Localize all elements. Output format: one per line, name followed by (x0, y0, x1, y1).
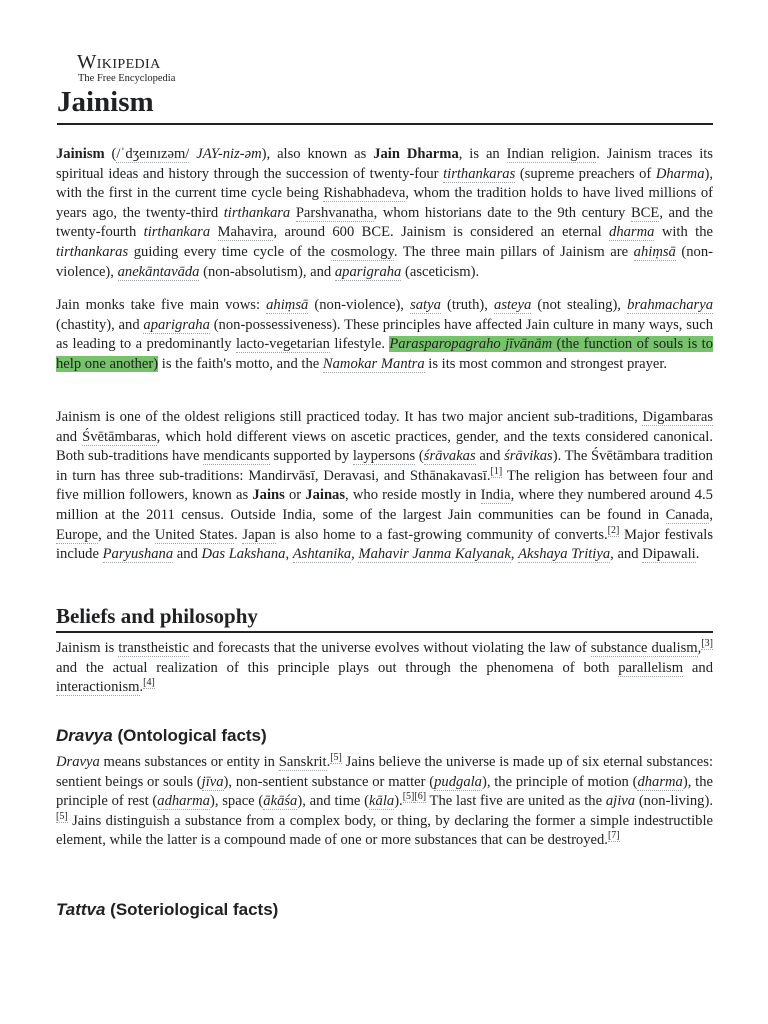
subsection-heading-dravya (56, 725, 267, 747)
paragraph-beliefs (56, 639, 713, 698)
text-run: (non-violence), (56, 243, 714, 280)
text-run: Das Lakshana (201, 546, 286, 563)
wiki-link[interactable]: śrāvakas (423, 448, 476, 465)
text-run: ), space ( (209, 793, 264, 810)
text-run: ajiva (605, 793, 636, 810)
text-run: , and (610, 546, 643, 563)
wiki-link[interactable]: Akshaya Tritiya (518, 546, 611, 563)
text-run: and (683, 659, 713, 676)
text-run: Jainism (56, 146, 105, 162)
paragraph-intro (56, 145, 713, 282)
wiki-link[interactable]: substance dualism (590, 640, 698, 656)
text-run: and (173, 546, 202, 563)
citation-link[interactable]: [7] (607, 830, 620, 842)
text-run: Jain monks take five main vows: (56, 297, 267, 313)
text-run: tirthankara (143, 224, 211, 241)
text-run: with the (654, 224, 713, 241)
text-run: (non-violence), (308, 297, 411, 313)
page-title: Jainism (57, 82, 713, 125)
wiki-link[interactable]: Europe (56, 526, 99, 543)
text-run: lifestyle. (329, 336, 390, 353)
text-run: , who reside mostly in (345, 487, 481, 504)
wiki-link[interactable]: Dipawali (642, 546, 696, 563)
text-run: , where they numbered around 4.5 million at the 2011 census. Outside India, some of the largest Jain communities can be found in (56, 487, 713, 523)
text-run: is the faith's motto, and the (158, 355, 323, 372)
paragraph-vows (56, 296, 713, 374)
citation-link[interactable]: [5] (56, 810, 68, 822)
text-run: ), the principle of motion ( (481, 773, 638, 790)
citation-link[interactable]: [5] (330, 752, 342, 763)
text-run: ), with the first in the current time cycle being (56, 165, 714, 202)
subsection-heading-tattva (56, 899, 278, 921)
wiki-link[interactable]: interactionism (56, 679, 140, 696)
text-run: (non-possessiveness). These principles have affected Jain culture in many ways, such as leading to a predominantly (56, 316, 713, 353)
tattva-heading-text: (Soteriological facts) (105, 900, 279, 919)
text-run: , whom historians date to the 9th century (373, 204, 631, 221)
wiki-link[interactable]: ākāśa (263, 793, 298, 810)
text-run: is its most common and strongest prayer. (424, 355, 668, 372)
text-run: ), and time ( (297, 793, 370, 810)
text-run: Jains distinguish a substance from a complex body, or thing, by declaring the former a simple indestructible element, while the latter is a compound made of one or more substances that can be destroyed. (56, 812, 713, 849)
tattva-term: Tattva (56, 900, 106, 919)
text-run: , which hold different views on ascetic practices, gender, and the texts considered canonical. Both sub-traditions have (56, 428, 713, 465)
wiki-link[interactable]: Indian religion (506, 146, 597, 162)
text-run: tirthankara (223, 204, 291, 221)
wiki-link[interactable]: Paryushana (102, 546, 174, 563)
dravya-heading-text: (Ontological facts) (112, 726, 267, 745)
text-run: Jainism is one of the oldest religions still practiced today. It has two major ancient sub-traditions, (56, 409, 643, 425)
text-run: and (475, 448, 505, 465)
paragraph-dravya (56, 753, 713, 851)
citation-link[interactable]: [2] (607, 524, 620, 536)
text-run: , and the twenty-fourth (56, 204, 714, 241)
wiki-link[interactable]: Rishabhadeva (323, 185, 406, 202)
text-run: tirthankaras (56, 243, 129, 260)
text-run: Jains (252, 487, 285, 504)
text-run: (supreme preachers of (515, 165, 656, 182)
text-run: (non-absolutism), and (199, 263, 335, 280)
text-run: , and the (98, 526, 155, 543)
wiki-link[interactable]: transtheistic (118, 640, 189, 656)
dravya-term: Dravya (56, 726, 113, 745)
wiki-link[interactable]: ahiṃsā (266, 297, 309, 313)
text-run: ( (415, 448, 424, 465)
text-run: . (139, 679, 144, 696)
logo-tagline: The Free Encyclopedia (78, 73, 176, 84)
wiki-link[interactable]: Mahavir Janma Kalyanak (358, 546, 511, 563)
wiki-link[interactable]: lacto-vegetarian (235, 336, 330, 353)
wiki-link[interactable]: adharma (157, 793, 210, 810)
text-run: śrāvikas (504, 448, 553, 465)
citation-link[interactable]: [5] (402, 791, 415, 803)
text-run: Jain Dharma (373, 146, 459, 162)
wiki-link[interactable]: asteya (494, 297, 532, 313)
text-run: , is an (458, 146, 507, 162)
citation-link[interactable]: [4] (143, 677, 155, 689)
wiki-link[interactable]: aparigraha (143, 316, 210, 333)
wiki-link[interactable]: ahiṃsā (633, 243, 676, 260)
wiki-link[interactable]: Digambaras (642, 409, 713, 425)
text-run: , (285, 546, 293, 563)
wiki-link[interactable]: kāla (369, 793, 395, 810)
logo-wordmark: Wikipedia (77, 51, 161, 73)
text-run: ). (394, 793, 403, 810)
section-heading-beliefs: Beliefs and philosophy (56, 602, 713, 633)
text-run: Jainism is (56, 640, 119, 656)
wiki-link[interactable]: pudgala (434, 773, 482, 790)
text-run: The religion has between four and five million followers, known as (56, 467, 713, 504)
text-run: ), also known as (261, 146, 374, 162)
text-run: means substances or entity in (99, 754, 279, 770)
text-run (290, 205, 296, 221)
text-run: and the actual realization of this principle plays out through the phenomena of both (56, 659, 619, 676)
text-run: , around 600 BCE. Jainism is considered an eternal (273, 224, 610, 241)
text-run: ). The Śvētāmbara tradition in turn has three sub-traditions: Mandirvāsī, Deravasi, and Sthānakavasī. (56, 448, 713, 484)
text-run: . (695, 546, 700, 563)
wiki-link[interactable]: Namokar Mantra (322, 355, 425, 372)
wiki-link[interactable]: BCE (630, 204, 660, 221)
wiki-link[interactable]: cosmology (330, 243, 394, 260)
wiki-link[interactable]: Japan (242, 526, 276, 543)
wiki-link[interactable]: anekāntavāda (117, 263, 200, 280)
text-run: Dravya (56, 754, 100, 770)
text-run: , (697, 640, 702, 656)
wiki-link[interactable]: Mahavira (217, 224, 274, 241)
text-run: Dharma (655, 165, 705, 182)
text-run: . Jainism traces its spiritual ideas and history through the succession of twenty-four (56, 146, 713, 182)
text-run: (chastity), and (56, 316, 144, 333)
wikipedia-logo[interactable] (77, 51, 237, 85)
text-run: is also home to a fast-growing community of converts. (275, 526, 608, 543)
text-run (210, 224, 217, 240)
text-run: , (351, 546, 359, 563)
text-run: The last five are united as the (426, 793, 606, 810)
text-run: Jainas (305, 487, 346, 504)
text-run: . (326, 754, 331, 770)
text-run: , (709, 506, 713, 523)
wiki-link[interactable]: Sanskrit (278, 754, 327, 770)
text-run: (asceticism). (401, 263, 480, 280)
text-run: and (56, 428, 83, 445)
wiki-link[interactable]: Ashtanika (292, 546, 352, 563)
wiki-link[interactable]: dharma (637, 773, 683, 790)
wiki-link[interactable]: tirthankaras (443, 165, 516, 182)
citation-link[interactable]: [3] (701, 638, 713, 649)
wiki-link[interactable]: satya (410, 297, 441, 313)
text-run: (non-living). (635, 793, 713, 810)
wiki-link[interactable]: brahmacharya (627, 297, 713, 313)
highlighted-text: (the function of souls is to help one another) (56, 336, 713, 372)
wiki-link[interactable]: India (480, 487, 511, 504)
wiki-link[interactable]: Śvētāmbaras (82, 428, 157, 445)
wiki-link[interactable]: aparigraha (334, 263, 402, 280)
text-run: and forecasts that the universe evolves without violating the law of (188, 640, 591, 656)
text-run: guiding every time cycle of the (128, 243, 331, 260)
text-run: Jains believe the universe is made up of six eternal substances: sentient beings or souls ( (56, 754, 713, 790)
wiki-link[interactable]: parallelism (618, 659, 684, 676)
wiki-link[interactable]: /ˈdʒeɪnɪzəm/ (116, 146, 190, 162)
text-run: supported by (269, 448, 353, 465)
wiki-link[interactable]: mendicants (203, 448, 270, 465)
highlighted-text: Parasparopagraho jīvānām (389, 336, 553, 353)
wiki-link[interactable]: Canada (665, 506, 710, 523)
text-run: . (234, 526, 243, 543)
text-run: or (284, 487, 306, 504)
text-run: , (510, 546, 519, 563)
wiki-link[interactable]: jīva (201, 773, 224, 790)
paragraph-traditions (56, 408, 713, 565)
text-run: , whom the tradition holds to have lived millions of years ago, the twenty-third (56, 185, 713, 221)
text-run: JAY-niz-əm (196, 146, 262, 162)
wiki-link[interactable]: Parshvanatha (295, 204, 374, 221)
text-run: . The three main pillars of Jainism are (393, 243, 634, 260)
citation-link[interactable]: [1] (490, 465, 503, 477)
wiki-link[interactable]: dharma (609, 224, 655, 241)
text-run: ), non-sentient substance or matter ( (223, 773, 435, 790)
text-run: Major festivals include (56, 526, 714, 563)
citation-link[interactable]: [6] (414, 791, 427, 803)
text-run: (not stealing), (531, 297, 628, 313)
wiki-link[interactable]: laypersons (352, 448, 416, 465)
text-run: (truth), (440, 297, 495, 313)
text-run: ( (104, 146, 117, 162)
text-run: ), the principle of rest ( (56, 773, 713, 810)
wiki-link[interactable]: United States (154, 526, 235, 543)
